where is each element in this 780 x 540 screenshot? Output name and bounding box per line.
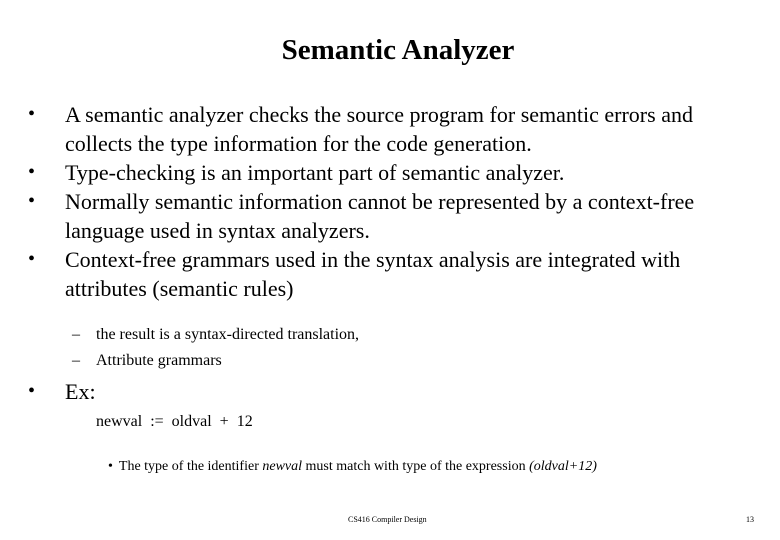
dash-glyph: –: [72, 326, 80, 343]
bullet-item: [28, 245, 763, 303]
note-expression: (oldval+12): [529, 459, 597, 474]
bullet-text-line: A semantic analyzer checks the source program for semantic errors and: [65, 102, 693, 127]
bullet-text-line: Type-checking is an important part of semantic analyzer.: [65, 160, 565, 185]
footer-page-number: 13: [746, 515, 754, 524]
bullet-text-line: collects the type information for the code generation.: [65, 131, 532, 156]
bullet-text-line: Normally semantic information cannot be represented by a context-free: [65, 189, 695, 214]
slide-title: Semantic Analyzer: [281, 34, 515, 66]
note-identifier: newval: [262, 459, 303, 474]
sub-bullet-item: [72, 348, 359, 374]
footer-course: CS416 Compiler Design: [348, 515, 427, 524]
bullet-dot: •: [28, 190, 36, 212]
sub-bullet-text: Attribute grammars: [96, 352, 222, 369]
bullet-list: [28, 100, 763, 303]
note-text: The type of the identifier: [118, 459, 263, 474]
example-bullet: [28, 377, 96, 406]
bullet-dot: •: [28, 248, 36, 270]
bullet-dot: •: [28, 161, 36, 183]
bullet-text-line: language used in syntax analyzers.: [65, 218, 370, 243]
bullet-item: [28, 187, 763, 245]
sub-bullet-list: [72, 322, 359, 374]
example-note: [108, 457, 597, 477]
example-label: Ex:: [65, 379, 96, 404]
bullet-text-line: Context-free grammars used in the syntax analysis are integrated with: [65, 247, 681, 272]
note-bullet-dot: •: [108, 459, 113, 474]
sub-bullet-text: the result is a syntax-directed translation,: [96, 326, 360, 343]
bullet-item: [28, 158, 763, 187]
sub-bullet-item: [72, 322, 359, 348]
note-text: must match with type of the expression: [302, 459, 530, 474]
bullet-text-line: attributes (semantic rules): [65, 276, 294, 301]
dash-glyph: –: [72, 352, 80, 369]
bullet-dot: •: [28, 380, 36, 402]
example-code: newval := oldval + 12: [96, 413, 253, 430]
bullet-dot: •: [28, 103, 36, 125]
bullet-item: [28, 100, 763, 158]
